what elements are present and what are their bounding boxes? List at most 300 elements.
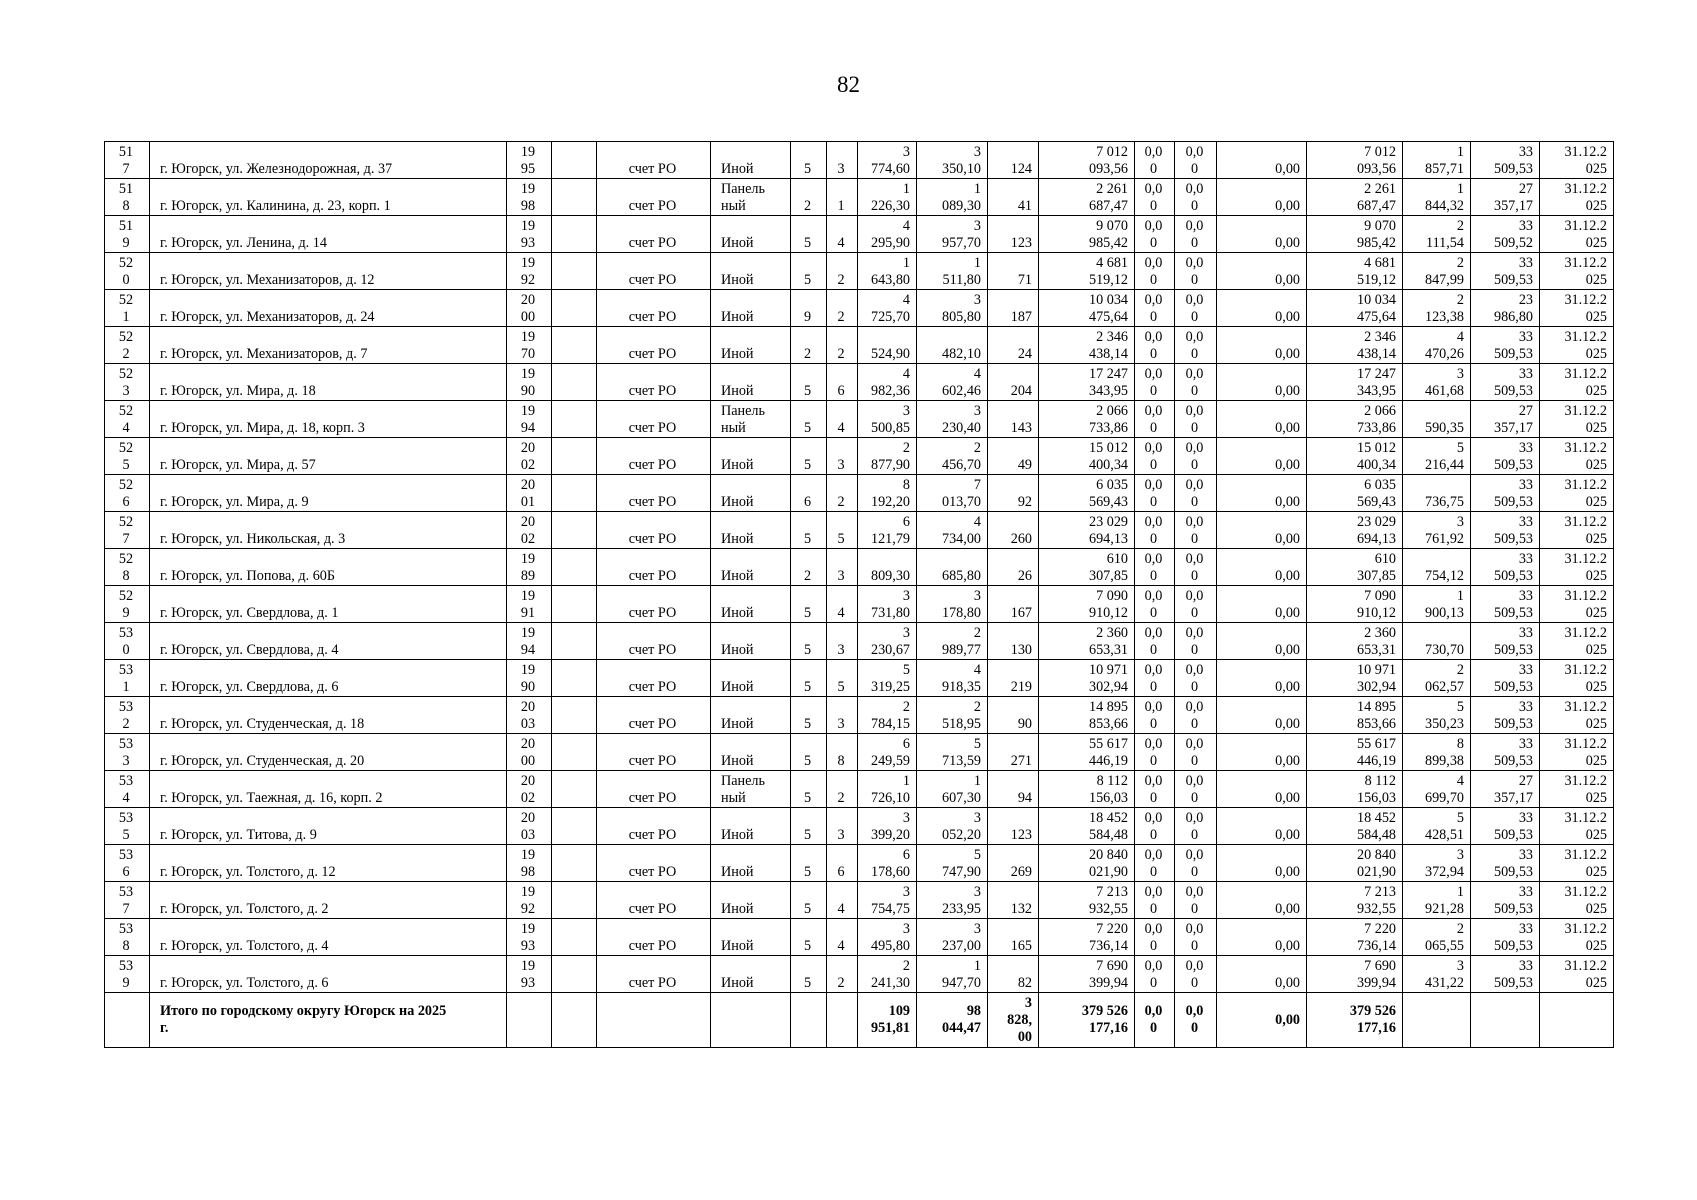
address-cell: г. Югорск, ул. Таежная, д. 16, корп. 2 (150, 771, 507, 808)
fund-a-cell: 0,0 0 (1135, 290, 1175, 327)
table-row (105, 327, 1614, 364)
blank-cell (552, 845, 597, 882)
limit-per-sqm-cell: 33 509,53 (1471, 697, 1540, 734)
residents-cell: 143 (988, 401, 1039, 438)
row-number-cell: 53 1 (105, 660, 150, 697)
fund-c-cell: 0,00 (1217, 438, 1307, 475)
fund-c-cell: 0,00 (1217, 623, 1307, 660)
total-cost-cell: 55 617 446,19 (1039, 734, 1135, 771)
fund-type-cell: счет РО (597, 216, 711, 253)
year-cell: 19 98 (507, 845, 552, 882)
floors-cell: 5 (791, 401, 827, 438)
table-row (105, 734, 1614, 771)
residents-cell: 41 (988, 179, 1039, 216)
entrances-cell: 6 (827, 845, 858, 882)
living-area-cell: 482,10 (917, 327, 988, 364)
wall-material-cell: Иной (711, 475, 791, 512)
limit-per-sqm-cell: 33 509,53 (1471, 882, 1540, 919)
blank-cell (552, 808, 597, 845)
fund-b-cell: 0,0 0 (1175, 179, 1217, 216)
residents-cell: 92 (988, 475, 1039, 512)
limit-per-sqm-cell: 33 509,53 (1471, 734, 1540, 771)
total-living-area: 98 044,47 (917, 993, 988, 1048)
owners-funds-cell: 4 681 519,12 (1307, 253, 1403, 290)
address-cell: г. Югорск, ул. Мира, д. 9 (150, 475, 507, 512)
cost-per-sqm-cell: 3 461,68 (1403, 364, 1471, 401)
table-row (105, 142, 1614, 179)
residents-cell: 271 (988, 734, 1039, 771)
residents-cell: 167 (988, 586, 1039, 623)
year-cell: 19 93 (507, 216, 552, 253)
deadline-cell: 31.12.2 025 (1540, 512, 1614, 549)
fund-b-cell: 0,0 0 (1175, 882, 1217, 919)
owners-funds-cell: 14 895 853,66 (1307, 697, 1403, 734)
fund-type-cell: счет РО (597, 179, 711, 216)
fund-a-cell: 0,0 0 (1135, 512, 1175, 549)
address-cell: г. Югорск, ул. Мира, д. 18 (150, 364, 507, 401)
fund-b-cell: 0,0 0 (1175, 290, 1217, 327)
limit-per-sqm-cell: 33 509,53 (1471, 549, 1540, 586)
blank-cell (552, 660, 597, 697)
cost-per-sqm-cell: 1 857,71 (1403, 142, 1471, 179)
fund-a-cell: 0,0 0 (1135, 771, 1175, 808)
year-cell: 20 01 (507, 475, 552, 512)
owners-funds-cell: 7 213 932,55 (1307, 882, 1403, 919)
limit-per-sqm-cell: 33 509,53 (1471, 142, 1540, 179)
table-row (105, 623, 1614, 660)
wall-material-cell: Иной (711, 142, 791, 179)
wall-material-cell: Иной (711, 549, 791, 586)
owners-funds-cell: 10 971 302,94 (1307, 660, 1403, 697)
row-number-cell: 51 9 (105, 216, 150, 253)
address-cell: г. Югорск, ул. Толстого, д. 2 (150, 882, 507, 919)
deadline-cell: 31.12.2 025 (1540, 623, 1614, 660)
entrances-cell: 4 (827, 919, 858, 956)
deadline-cell: 31.12.2 025 (1540, 142, 1614, 179)
table-row (105, 364, 1614, 401)
fund-c-cell: 0,00 (1217, 364, 1307, 401)
total-cost-cell: 2 346 438,14 (1039, 327, 1135, 364)
blank-cell (552, 364, 597, 401)
wall-material-cell: Иной (711, 586, 791, 623)
entrances-cell: 4 (827, 401, 858, 438)
total-area-cell: 1 226,30 (858, 179, 917, 216)
total-area-cell: 6 249,59 (858, 734, 917, 771)
floors-cell: 5 (791, 771, 827, 808)
year-cell: 19 92 (507, 882, 552, 919)
fund-b-cell: 0,0 0 (1175, 438, 1217, 475)
limit-per-sqm-cell: 33 509,53 (1471, 845, 1540, 882)
entrances-cell: 2 (827, 771, 858, 808)
fund-a-cell: 0,0 0 (1135, 623, 1175, 660)
total-empty-cell (597, 993, 711, 1048)
fund-b-cell: 0,0 0 (1175, 956, 1217, 993)
total-cost-cell: 6 035 569,43 (1039, 475, 1135, 512)
page-number: 82 (837, 72, 860, 97)
row-number-cell: 52 0 (105, 253, 150, 290)
wall-material-cell: Иной (711, 216, 791, 253)
residents-cell: 90 (988, 697, 1039, 734)
total-fund-a: 0,0 0 (1135, 993, 1175, 1048)
residents-cell: 49 (988, 438, 1039, 475)
wall-material-cell: Иной (711, 327, 791, 364)
blank-cell (552, 327, 597, 364)
total-area-cell: 1 643,80 (858, 253, 917, 290)
fund-type-cell: счет РО (597, 697, 711, 734)
owners-funds-cell: 10 034 475,64 (1307, 290, 1403, 327)
fund-type-cell: счет РО (597, 845, 711, 882)
total-label: Итого по городскому округу Югорск на 2025 г. (150, 993, 507, 1048)
blank-cell (552, 179, 597, 216)
limit-per-sqm-cell: 33 509,53 (1471, 364, 1540, 401)
address-cell: г. Югорск, ул. Толстого, д. 12 (150, 845, 507, 882)
deadline-cell: 31.12.2 025 (1540, 845, 1614, 882)
year-cell: 20 02 (507, 771, 552, 808)
blank-cell (552, 512, 597, 549)
living-area-cell: 2 989,77 (917, 623, 988, 660)
living-area-cell: 3 230,40 (917, 401, 988, 438)
limit-per-sqm-cell: 33 509,53 (1471, 919, 1540, 956)
deadline-cell: 31.12.2 025 (1540, 364, 1614, 401)
deadline-cell: 31.12.2 025 (1540, 919, 1614, 956)
fund-a-cell: 0,0 0 (1135, 327, 1175, 364)
living-area-cell: 3 805,80 (917, 290, 988, 327)
fund-type-cell: счет РО (597, 771, 711, 808)
residents-cell: 24 (988, 327, 1039, 364)
limit-per-sqm-cell: 33 509,53 (1471, 512, 1540, 549)
fund-c-cell: 0,00 (1217, 697, 1307, 734)
total-area-cell: 2 241,30 (858, 956, 917, 993)
total-cost-cell: 7 090 910,12 (1039, 586, 1135, 623)
address-cell: г. Югорск, ул. Механизаторов, д. 12 (150, 253, 507, 290)
living-area-cell: 4 734,00 (917, 512, 988, 549)
residents-cell: 94 (988, 771, 1039, 808)
table-row (105, 882, 1614, 919)
entrances-cell: 3 (827, 623, 858, 660)
wall-material-cell: Иной (711, 808, 791, 845)
address-cell: г. Югорск, ул. Механизаторов, д. 24 (150, 290, 507, 327)
total-fund-b: 0,0 0 (1175, 993, 1217, 1048)
fund-a-cell: 0,0 0 (1135, 882, 1175, 919)
year-cell: 19 94 (507, 401, 552, 438)
floors-cell: 5 (791, 364, 827, 401)
fund-type-cell: счет РО (597, 142, 711, 179)
total-area-cell: 3 230,67 (858, 623, 917, 660)
fund-c-cell: 0,00 (1217, 327, 1307, 364)
total-cost-cell: 7 012 093,56 (1039, 142, 1135, 179)
table-row (105, 660, 1614, 697)
fund-b-cell: 0,0 0 (1175, 142, 1217, 179)
owners-funds-cell: 18 452 584,48 (1307, 808, 1403, 845)
row-number-cell: 52 4 (105, 401, 150, 438)
total-area-cell: 3 495,80 (858, 919, 917, 956)
total-area: 109 951,81 (858, 993, 917, 1048)
total-cost-cell: 14 895 853,66 (1039, 697, 1135, 734)
total-cost-cell: 7 213 932,55 (1039, 882, 1135, 919)
cost-per-sqm-cell: 3 761,92 (1403, 512, 1471, 549)
blank-cell (552, 771, 597, 808)
blank-cell (552, 401, 597, 438)
entrances-cell: 3 (827, 808, 858, 845)
fund-type-cell: счет РО (597, 956, 711, 993)
entrances-cell: 2 (827, 290, 858, 327)
year-cell: 19 70 (507, 327, 552, 364)
entrances-cell: 6 (827, 364, 858, 401)
limit-per-sqm-cell: 33 509,53 (1471, 956, 1540, 993)
fund-type-cell: счет РО (597, 253, 711, 290)
fund-c-cell: 0,00 (1217, 549, 1307, 586)
row-number-cell: 51 7 (105, 142, 150, 179)
address-cell: г. Югорск, ул. Никольская, д. 3 (150, 512, 507, 549)
deadline-cell: 31.12.2 025 (1540, 475, 1614, 512)
entrances-cell: 1 (827, 179, 858, 216)
row-number-cell: 52 9 (105, 586, 150, 623)
cost-per-sqm-cell: 4 470,26 (1403, 327, 1471, 364)
total-row (105, 993, 1614, 1048)
residents-cell: 123 (988, 808, 1039, 845)
deadline-cell: 31.12.2 025 (1540, 586, 1614, 623)
blank-cell (552, 216, 597, 253)
total-cost: 379 526 177,16 (1039, 993, 1135, 1048)
address-cell: г. Югорск, ул. Попова, д. 60Б (150, 549, 507, 586)
year-cell: 19 89 (507, 549, 552, 586)
fund-b-cell: 0,0 0 (1175, 475, 1217, 512)
floors-cell: 2 (791, 549, 827, 586)
wall-material-cell: Иной (711, 253, 791, 290)
table-row (105, 512, 1614, 549)
living-area-cell: 5 747,90 (917, 845, 988, 882)
wall-material-cell: Иной (711, 512, 791, 549)
row-number-cell: 53 7 (105, 882, 150, 919)
fund-type-cell: счет РО (597, 475, 711, 512)
row-number-cell: 53 8 (105, 919, 150, 956)
fund-b-cell: 0,0 0 (1175, 216, 1217, 253)
address-cell: г. Югорск, ул. Мира, д. 57 (150, 438, 507, 475)
cost-per-sqm-cell: 2 123,38 (1403, 290, 1471, 327)
fund-c-cell: 0,00 (1217, 845, 1307, 882)
blank-cell (552, 475, 597, 512)
address-cell: г. Югорск, ул. Свердлова, д. 1 (150, 586, 507, 623)
cost-per-sqm-cell: 2 847,99 (1403, 253, 1471, 290)
deadline-cell: 31.12.2 025 (1540, 771, 1614, 808)
fund-type-cell: счет РО (597, 808, 711, 845)
total-cost-cell: 18 452 584,48 (1039, 808, 1135, 845)
year-cell: 19 90 (507, 364, 552, 401)
fund-a-cell: 0,0 0 (1135, 216, 1175, 253)
living-area-cell: 1 511,80 (917, 253, 988, 290)
table-row (105, 771, 1614, 808)
fund-c-cell: 0,00 (1217, 919, 1307, 956)
fund-c-cell: 0,00 (1217, 882, 1307, 919)
floors-cell: 5 (791, 956, 827, 993)
fund-b-cell: 0,0 0 (1175, 549, 1217, 586)
cost-per-sqm-cell: 754,12 (1403, 549, 1471, 586)
year-cell: 19 92 (507, 253, 552, 290)
row-number-cell: 52 1 (105, 290, 150, 327)
total-area-cell: 3 774,60 (858, 142, 917, 179)
cost-per-sqm-cell: 2 065,55 (1403, 919, 1471, 956)
table-row (105, 290, 1614, 327)
cost-per-sqm-cell: 1 844,32 (1403, 179, 1471, 216)
blank-cell (552, 549, 597, 586)
row-number-cell: 53 4 (105, 771, 150, 808)
limit-per-sqm-cell: 27 357,17 (1471, 179, 1540, 216)
floors-cell: 5 (791, 919, 827, 956)
residents-cell: 26 (988, 549, 1039, 586)
limit-per-sqm-cell: 33 509,53 (1471, 660, 1540, 697)
wall-material-cell: Панель ный (711, 771, 791, 808)
year-cell: 20 03 (507, 697, 552, 734)
housing-table (104, 141, 1614, 1048)
fund-c-cell: 0,00 (1217, 956, 1307, 993)
blank-cell (552, 586, 597, 623)
cost-per-sqm-cell: 5 350,23 (1403, 697, 1471, 734)
living-area-cell: 4 918,35 (917, 660, 988, 697)
cost-per-sqm-cell: 8 899,38 (1403, 734, 1471, 771)
blank-cell (552, 290, 597, 327)
deadline-cell: 31.12.2 025 (1540, 401, 1614, 438)
fund-type-cell: счет РО (597, 586, 711, 623)
year-cell: 20 02 (507, 438, 552, 475)
residents-cell: 269 (988, 845, 1039, 882)
year-cell: 19 93 (507, 919, 552, 956)
row-number-cell: 52 7 (105, 512, 150, 549)
fund-b-cell: 0,0 0 (1175, 734, 1217, 771)
fund-b-cell: 0,0 0 (1175, 327, 1217, 364)
row-number-cell: 52 3 (105, 364, 150, 401)
total-area-cell: 3 500,85 (858, 401, 917, 438)
fund-type-cell: счет РО (597, 549, 711, 586)
blank-cell (552, 734, 597, 771)
year-cell: 20 03 (507, 808, 552, 845)
living-area-cell: 4 602,46 (917, 364, 988, 401)
total-area-cell: 6 178,60 (858, 845, 917, 882)
residents-cell: 123 (988, 216, 1039, 253)
wall-material-cell: Иной (711, 956, 791, 993)
blank-cell (552, 253, 597, 290)
wall-material-cell: Иной (711, 290, 791, 327)
year-cell: 19 95 (507, 142, 552, 179)
fund-b-cell: 0,0 0 (1175, 919, 1217, 956)
total-area-cell: 3 399,20 (858, 808, 917, 845)
fund-b-cell: 0,0 0 (1175, 512, 1217, 549)
row-number-cell: 53 6 (105, 845, 150, 882)
total-area-cell: 3 731,80 (858, 586, 917, 623)
fund-b-cell: 0,0 0 (1175, 808, 1217, 845)
limit-per-sqm-cell: 23 986,80 (1471, 290, 1540, 327)
living-area-cell: 3 052,20 (917, 808, 988, 845)
wall-material-cell: Иной (711, 734, 791, 771)
deadline-cell: 31.12.2 025 (1540, 327, 1614, 364)
floors-cell: 2 (791, 179, 827, 216)
blank-cell (552, 956, 597, 993)
table-row (105, 549, 1614, 586)
total-fund-c: 0,00 (1217, 993, 1307, 1048)
residents-cell: 219 (988, 660, 1039, 697)
residents-cell: 260 (988, 512, 1039, 549)
deadline-cell: 31.12.2 025 (1540, 438, 1614, 475)
fund-b-cell: 0,0 0 (1175, 364, 1217, 401)
cost-per-sqm-cell: 2 111,54 (1403, 216, 1471, 253)
address-cell: г. Югорск, ул. Железнодорожная, д. 37 (150, 142, 507, 179)
owners-funds-cell: 20 840 021,90 (1307, 845, 1403, 882)
fund-a-cell: 0,0 0 (1135, 956, 1175, 993)
entrances-cell: 3 (827, 142, 858, 179)
fund-b-cell: 0,0 0 (1175, 845, 1217, 882)
fund-a-cell: 0,0 0 (1135, 179, 1175, 216)
fund-type-cell: счет РО (597, 364, 711, 401)
entrances-cell: 4 (827, 586, 858, 623)
floors-cell: 6 (791, 475, 827, 512)
blank-cell (552, 142, 597, 179)
fund-a-cell: 0,0 0 (1135, 734, 1175, 771)
fund-c-cell: 0,00 (1217, 475, 1307, 512)
total-area-cell: 8 192,20 (858, 475, 917, 512)
fund-c-cell: 0,00 (1217, 808, 1307, 845)
entrances-cell: 3 (827, 438, 858, 475)
wall-material-cell: Панель ный (711, 179, 791, 216)
total-empty-cell (711, 993, 791, 1048)
fund-a-cell: 0,0 0 (1135, 660, 1175, 697)
cost-per-sqm-cell: 590,35 (1403, 401, 1471, 438)
deadline-cell: 31.12.2 025 (1540, 660, 1614, 697)
total-area-cell: 524,90 (858, 327, 917, 364)
living-area-cell: 1 089,30 (917, 179, 988, 216)
row-number-cell: 52 8 (105, 549, 150, 586)
deadline-cell: 31.12.2 025 (1540, 956, 1614, 993)
cost-per-sqm-cell: 3 431,22 (1403, 956, 1471, 993)
table-row (105, 919, 1614, 956)
table-row (105, 179, 1614, 216)
table-row (105, 216, 1614, 253)
year-cell: 19 91 (507, 586, 552, 623)
total-area-cell: 5 319,25 (858, 660, 917, 697)
fund-a-cell: 0,0 0 (1135, 845, 1175, 882)
fund-a-cell: 0,0 0 (1135, 475, 1175, 512)
entrances-cell: 5 (827, 660, 858, 697)
entrances-cell: 5 (827, 512, 858, 549)
entrances-cell: 2 (827, 253, 858, 290)
total-cost-cell: 2 261 687,47 (1039, 179, 1135, 216)
table-row (105, 808, 1614, 845)
fund-type-cell: счет РО (597, 512, 711, 549)
fund-c-cell: 0,00 (1217, 660, 1307, 697)
total-number-cell (105, 993, 150, 1048)
fund-c-cell: 0,00 (1217, 771, 1307, 808)
living-area-cell: 3 233,95 (917, 882, 988, 919)
limit-per-sqm-cell: 33 509,53 (1471, 438, 1540, 475)
floors-cell: 5 (791, 142, 827, 179)
address-cell: г. Югорск, ул. Толстого, д. 6 (150, 956, 507, 993)
fund-a-cell: 0,0 0 (1135, 253, 1175, 290)
total-cost-cell: 2 360 653,31 (1039, 623, 1135, 660)
total-cost-cell: 10 971 302,94 (1039, 660, 1135, 697)
year-cell: 20 02 (507, 512, 552, 549)
fund-b-cell: 0,0 0 (1175, 401, 1217, 438)
total-area-cell: 1 726,10 (858, 771, 917, 808)
fund-a-cell: 0,0 0 (1135, 697, 1175, 734)
floors-cell: 9 (791, 290, 827, 327)
living-area-cell: 5 713,59 (917, 734, 988, 771)
row-number-cell: 53 0 (105, 623, 150, 660)
entrances-cell: 2 (827, 475, 858, 512)
limit-per-sqm-cell: 27 357,17 (1471, 401, 1540, 438)
year-cell: 19 98 (507, 179, 552, 216)
fund-a-cell: 0,0 0 (1135, 919, 1175, 956)
entrances-cell: 4 (827, 216, 858, 253)
fund-c-cell: 0,00 (1217, 179, 1307, 216)
total-area-cell: 2 784,15 (858, 697, 917, 734)
